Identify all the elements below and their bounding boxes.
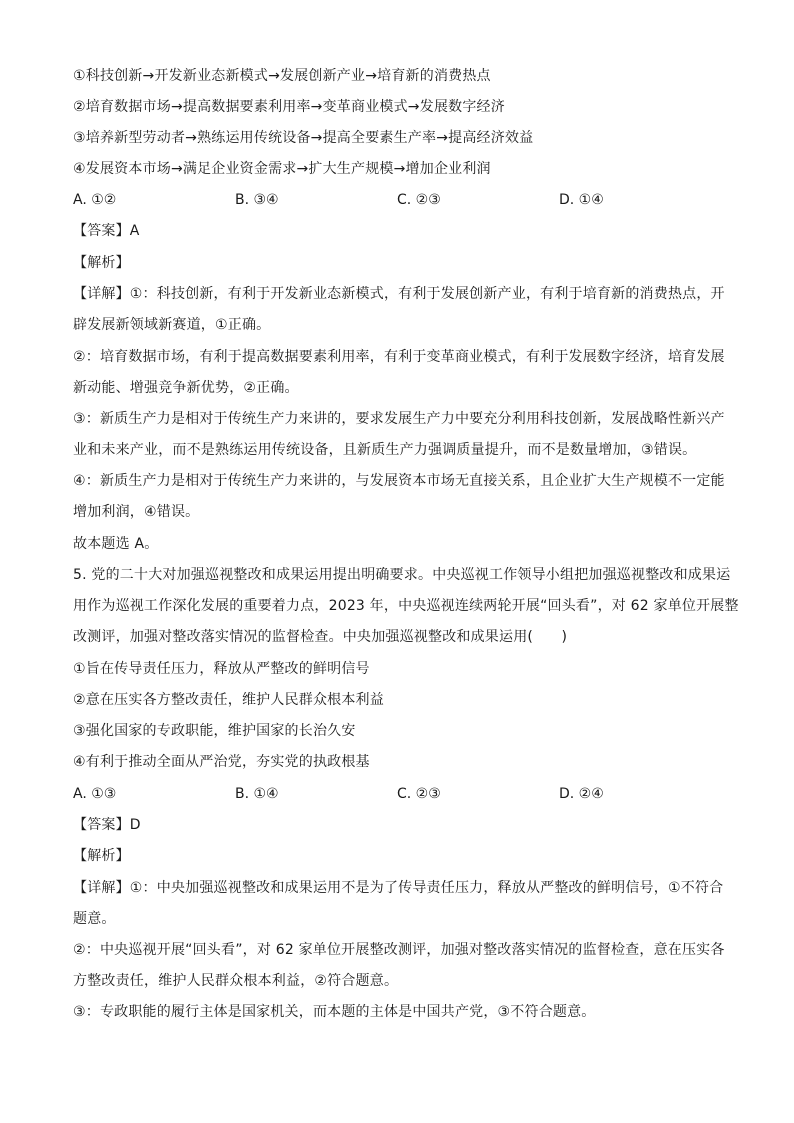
q4-detail-line-3: ②：培育数据市场，有利于提高数据要素利用率，有利于变革商业模式，有利于发展数字经济，培育发展	[73, 349, 725, 365]
q4-option-c: C. ②③	[397, 192, 441, 208]
q5-analysis-label: 【解析】	[73, 848, 130, 864]
q5-option-d: D. ②④	[559, 786, 604, 802]
q4-item-4: ④发展资本市场→满足企业资金需求→扩大生产规模→增加企业利润	[73, 161, 491, 177]
q5-detail-line-5: ③：专政职能的履行主体是国家机关，而本题的主体是中国共产党，③不符合题意。	[73, 1004, 596, 1020]
q4-option-a: A. ①②	[73, 192, 117, 208]
q5-detail-line-2: 题意。	[73, 911, 116, 927]
q4-analysis-label: 【解析】	[73, 255, 130, 271]
q4-item-2: ②培育数据市场→提高数据要素利用率→变革商业模式→发展数字经济	[73, 99, 505, 115]
q4-detail-line-6: 业和未来产业，而不是熟练运用传统设备，且新质生产力强调质量提升，而不是数量增加，③错误。	[73, 442, 697, 458]
q4-option-d: D. ①④	[559, 192, 604, 208]
q5-item-3: ③强化国家的专政职能，维护国家的长治久安	[73, 723, 356, 739]
q4-options	[73, 190, 723, 210]
q5-options	[73, 784, 723, 804]
q4-detail-line-5: ③：新质生产力是相对于传统生产力来讲的，要求发展生产力中要充分利用科技创新，发展战略性新兴产	[73, 411, 725, 427]
q5-option-a: A. ①③	[73, 786, 117, 802]
q5-detail-line-3: ②：中央巡视开展“回头看”，对 62 家单位开展整改测评，加强对整改落实情况的监督检查，意在压实各	[73, 942, 725, 958]
q4-conclusion: 故本题选 A。	[73, 536, 159, 552]
q5-option-c: C. ②③	[397, 786, 441, 802]
q4-detail-line-2: 辟发展新领域新赛道，①正确。	[73, 317, 271, 333]
q4-item-3: ③培养新型劳动者→熟练运用传统设备→提高全要素生产率→提高经济效益	[73, 130, 534, 146]
q4-item-1: ①科技创新→开发新业态新模式→发展创新产业→培育新的消费热点	[73, 68, 491, 84]
q5-item-1: ①旨在传导责任压力，释放从严整改的鲜明信号	[73, 661, 370, 677]
q5-answer: 【答案】D	[73, 817, 141, 833]
q4-detail-line-7: ④：新质生产力是相对于传统生产力来讲的，与发展资本市场无直接关系，且企业扩大生产规模不一定能	[73, 473, 725, 489]
q5-stem-line-3: 改测评，加强对整改落实情况的监督检查。中央加强巡视整改和成果运用( )	[73, 629, 568, 645]
q4-detail-line-1: 【详解】①：科技创新，有利于开发新业态新模式，有利于发展创新产业，有利于培育新的消费热点，开	[73, 286, 725, 302]
q4-detail-line-8: 增加利润，④错误。	[73, 504, 200, 520]
q4-answer: 【答案】A	[73, 223, 140, 239]
q5-option-b: B. ①④	[235, 786, 279, 802]
q5-item-2: ②意在压实各方整改责任，维护人民群众根本利益	[73, 692, 384, 708]
q4-option-b: B. ③④	[235, 192, 279, 208]
q4-detail-line-4: 新动能、增强竞争新优势，②正确。	[73, 380, 299, 396]
q5-item-4: ④有利于推动全面从严治党，夯实党的执政根基	[73, 754, 370, 770]
q5-detail-line-1: 【详解】①：中央加强巡视整改和成果运用不是为了传导责任压力，释放从严整改的鲜明信号，①不符合	[73, 880, 724, 896]
q5-stem-line-2: 用作为巡视工作深化发展的重要着力点，2023 年，中央巡视连续两轮开展“回头看”，对 62 家单位开展整	[73, 598, 739, 614]
q5-detail-line-4: 方整改责任，维护人民群众根本利益，②符合题意。	[73, 973, 399, 989]
q5-stem-line-1: 5. 党的二十大对加强巡视整改和成果运用提出明确要求。中央巡视工作领导小组把加强巡视整改和成果运	[73, 567, 731, 583]
